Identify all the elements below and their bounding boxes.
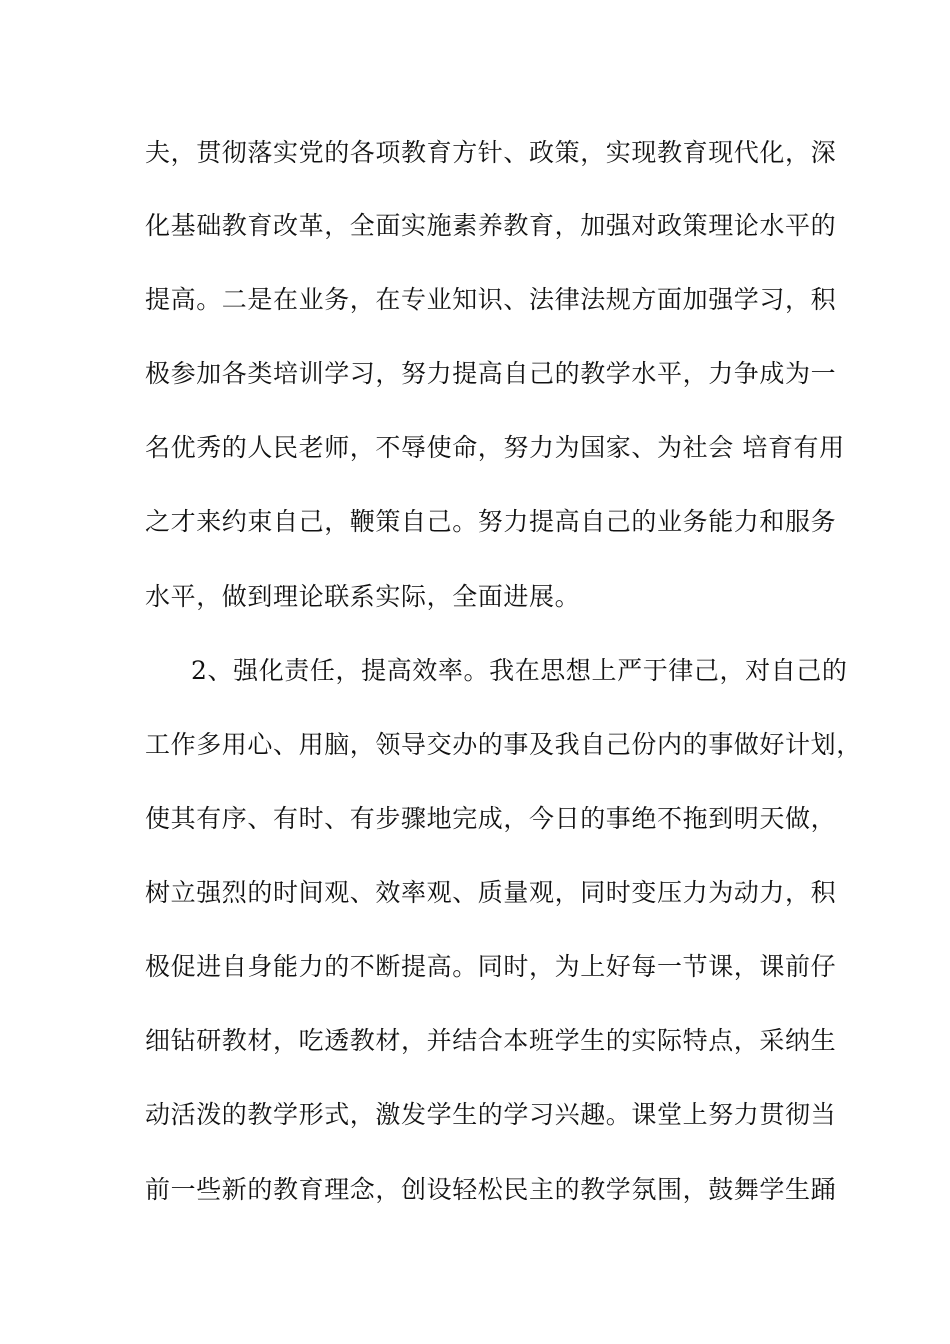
text-line: 工作多用心、用脑，领导交办的事及我自己份内的事做好计划， (145, 730, 862, 759)
text-line: 提高。二是在业务，在专业知识、法律法规方面加强学习，积 (145, 285, 837, 314)
text-line: 名优秀的人民老师，不辱使命，努力为国家、为社会 培育有用 (145, 433, 845, 462)
paragraph-first-line: 2、强化责任，提高效率。我在思想上严于律己，对自己的 (191, 656, 848, 685)
text-line: 化基础教育改革，全面实施素养教育，加强对政策理论水平的 (145, 211, 837, 240)
text-line: 之才来约束自己，鞭策自己。努力提高自己的业务能力和服务 (145, 507, 837, 536)
text-line: 使其有序、有时、有步骤地完成，今日的事绝不拖到明天做， (145, 804, 837, 833)
text-line: 极促进自身能力的不断提高。同时，为上好每一节课，课前仔 (145, 952, 837, 981)
text-line: 夫，贯彻落实党的各项教育方针、政策，实现教育现代化，深 (145, 138, 837, 167)
text-line: 极参加各类培训学习，努力提高自己的教学水平，力争成为一 (145, 359, 837, 388)
text-line: 水平，做到理论联系实际，全面进展。 (145, 582, 581, 611)
text-line: 树立强烈的时间观、效率观、质量观，同时变压力为动力，积 (145, 878, 837, 907)
text-line: 前一些新的教育理念，创设轻松民主的教学氛围，鼓舞学生踊 (145, 1175, 837, 1204)
text-line: 细钻研教材，吃透教材，并结合本班学生的实际特点，采纳生 (145, 1026, 837, 1055)
text-line: 动活泼的教学形式，激发学生的学习兴趣。课堂上努力贯彻当 (145, 1100, 837, 1129)
